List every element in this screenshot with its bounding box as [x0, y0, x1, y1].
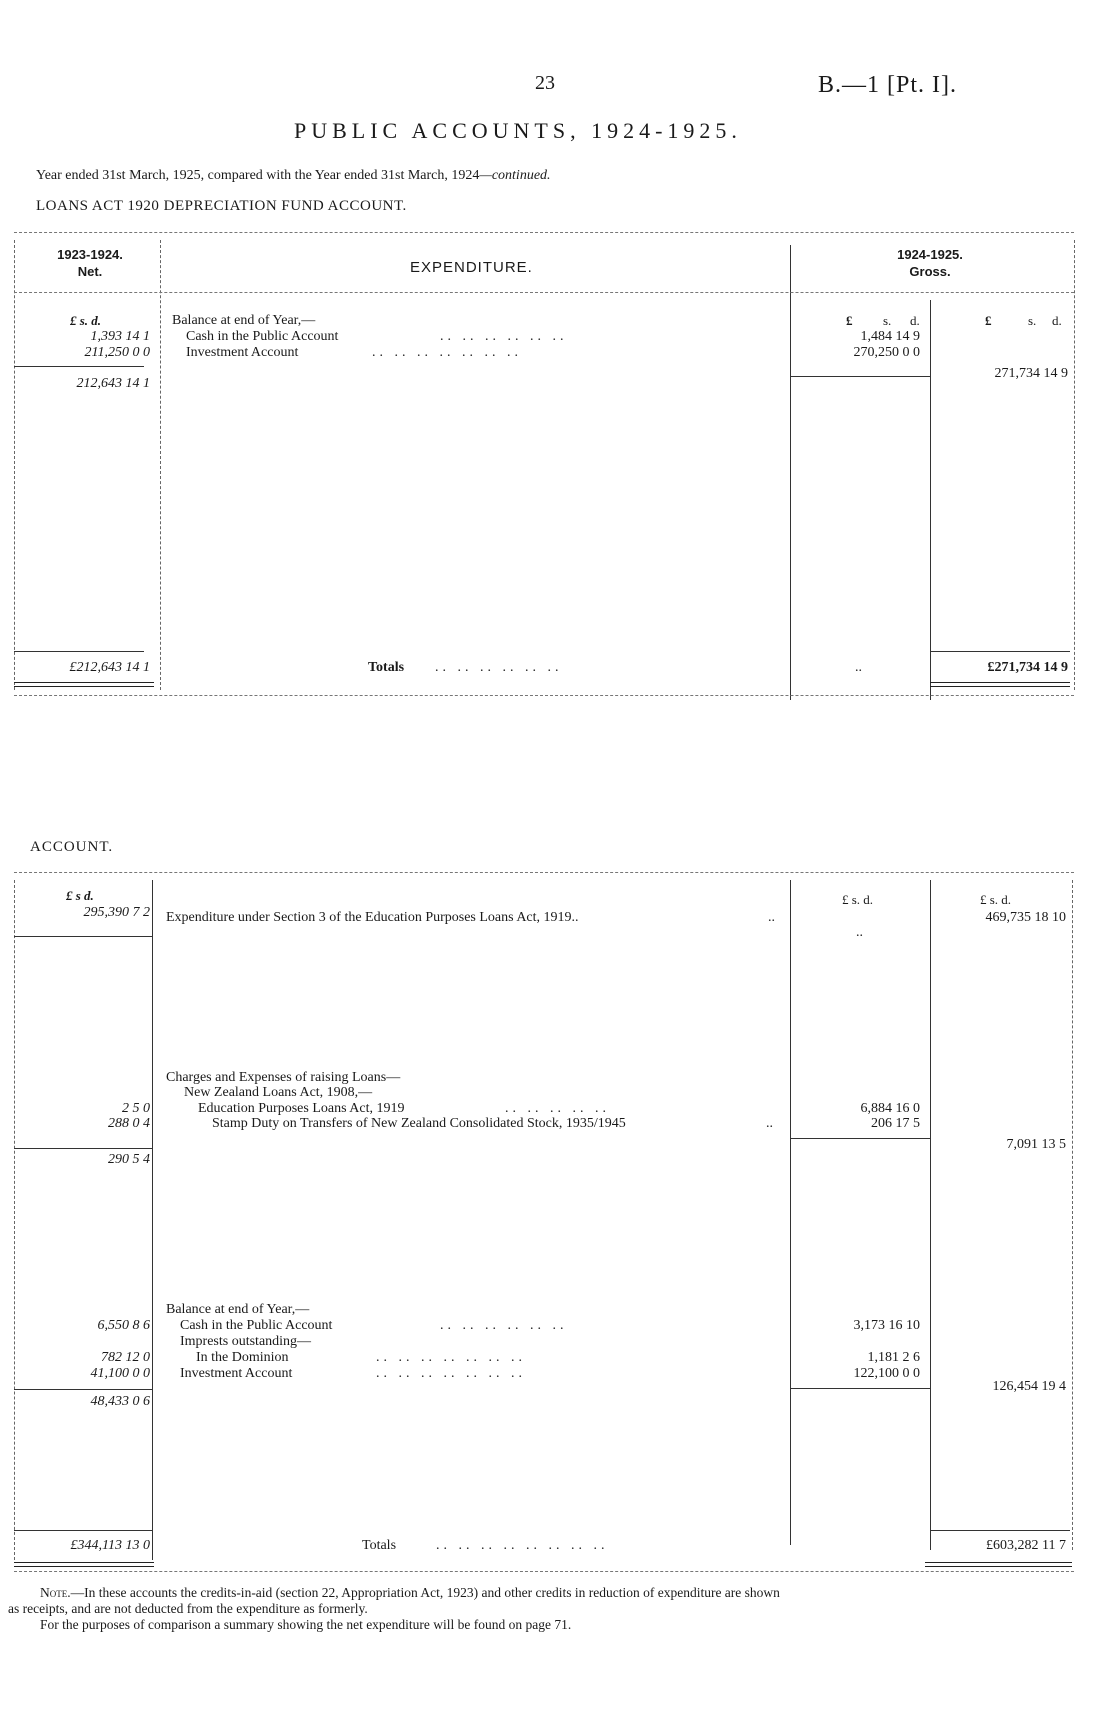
- table1-col-rule-3: [930, 300, 931, 700]
- col-header-gross: Gross.: [909, 264, 951, 279]
- units-right: £ s. d.: [980, 892, 1012, 907]
- prev-balance-subtotal: 48,433 0 6: [90, 1394, 150, 1409]
- leader-dots: .. .. .. .. .. ..: [440, 1318, 568, 1333]
- account-title: ACCOUNT.: [30, 839, 114, 855]
- mid-charges-rule: [790, 1138, 930, 1139]
- education-loans-amount: 6,884 16 0: [860, 1101, 920, 1116]
- units-right-pence: d.: [1052, 313, 1062, 328]
- page-subtitle: [36, 168, 551, 184]
- totals-label: Totals: [368, 660, 405, 675]
- mid-empty-dots: ..: [856, 925, 863, 940]
- leader-dots: .. .. .. .. .. .. ..: [376, 1366, 526, 1381]
- table2-col-rule-3: [930, 880, 931, 1550]
- prev-expenditure: 295,390 7 2: [83, 905, 150, 920]
- table2-top-rule: [14, 872, 1074, 873]
- col-header-net: Net.: [77, 264, 103, 279]
- prev-subtotal: 212,643 14 1: [76, 376, 150, 391]
- page-title: PUBLIC ACCOUNTS, 1924-1925.: [294, 118, 742, 143]
- leader-dots: ..: [768, 910, 775, 925]
- curr-charges-subtotal: 7,091 13 5: [1006, 1137, 1066, 1152]
- cash-amount: 3,173 16 10: [853, 1318, 920, 1333]
- note-line-1: [40, 1585, 780, 1601]
- prev-total: £212,643 14 1: [69, 660, 150, 675]
- table1-header-rule: [14, 292, 1074, 293]
- table1-right-rule: [1074, 240, 1075, 690]
- prev-dominion: 782 12 0: [101, 1350, 150, 1365]
- curr-total: £603,282 11 7: [986, 1538, 1066, 1553]
- prev-balance-rule: [14, 1389, 152, 1390]
- prev-investment-amount: 211,250 0 0: [84, 345, 150, 360]
- curr-double-rule: [930, 682, 1070, 687]
- charges-subheading: New Zealand Loans Act, 1908,—: [184, 1085, 373, 1100]
- cash-public-account-label: Cash in the Public Account: [186, 329, 339, 344]
- curr-total-rule: [930, 651, 1070, 652]
- dominion-amount: 1,181 2 6: [867, 1350, 920, 1365]
- table2-bottom-rule: [14, 1571, 1074, 1572]
- leader-dots: .. .. .. .. .. ..: [440, 329, 568, 344]
- leader-dots: .. .. .. .. .. .. ..: [376, 1350, 526, 1365]
- note-line-2: as receipts, and are not deducted from the expenditure as formerly.: [8, 1601, 368, 1616]
- prev-subtotal-rule: [14, 366, 144, 367]
- note-text-1: —In these accounts the credits-in-aid (section 22, Appropriation Act, 1923) and other credits in reduction of expenditure are shown: [70, 1585, 780, 1600]
- prev-cash-amount: 1,393 14 1: [90, 329, 150, 344]
- balance-heading: Balance at end of Year,—: [166, 1302, 310, 1317]
- col-header-expenditure: EXPENDITURE.: [410, 259, 533, 276]
- leader-dots: .. .. .. .. ..: [505, 1101, 610, 1116]
- table2-right-rule: [1072, 880, 1073, 1550]
- cash-public-account-amount: 1,484 14 9: [860, 329, 920, 344]
- prev-charges-subtotal: 290 5 4: [108, 1152, 150, 1167]
- table1-col-rule-2: [790, 245, 791, 700]
- table1-bottom-rule: [14, 695, 1074, 696]
- depreciation-fund-title: LOANS ACT 1920 DEPRECIATION FUND ACCOUNT.: [36, 198, 407, 214]
- units-mid-shillings: s.: [883, 313, 892, 328]
- col-header-1924-1925: 1924-1925.: [897, 247, 963, 262]
- units-right-pound: £: [985, 313, 992, 328]
- subtitle-suffix: —continued.: [479, 168, 551, 183]
- col-header-1923-1924: 1923-1924.: [57, 247, 123, 262]
- units-mid-pence: d.: [910, 313, 920, 328]
- leader-dots: ..: [766, 1116, 773, 1131]
- units-mid: £ s. d.: [842, 892, 874, 907]
- totals-label: Totals: [362, 1538, 397, 1553]
- note-prefix: Note.: [40, 1585, 71, 1600]
- curr-balance-subtotal: 126,454 19 4: [992, 1379, 1066, 1394]
- leader-dots: .. .. .. .. .. .. .. ..: [436, 1538, 609, 1553]
- prev-education-loans: 2 5 0: [122, 1101, 150, 1116]
- prev-expenditure-rule: [14, 936, 152, 937]
- table2-col-rule-2: [790, 880, 791, 1545]
- mid-subtotal-rule: [790, 376, 930, 377]
- prev-total: £344,113 13 0: [70, 1538, 150, 1553]
- education-loans-label: Education Purposes Loans Act, 1919: [198, 1101, 405, 1116]
- units-mid-pound: £: [846, 313, 853, 328]
- investment-account-label: Investment Account: [186, 345, 299, 360]
- prev-cash: 6,550 8 6: [97, 1318, 150, 1333]
- leader-dots: .. .. .. .. .. ..: [435, 660, 563, 675]
- note-line-3: For the purposes of comparison a summary showing the net expenditure will be found on page 71.: [40, 1617, 572, 1632]
- stamp-duty-amount: 206 17 5: [871, 1116, 920, 1131]
- units-right-shillings: s.: [1028, 313, 1037, 328]
- table1-left-rule: [14, 240, 15, 690]
- units-prev: £ s. d.: [70, 313, 102, 328]
- curr-total-rule: [930, 1530, 1070, 1531]
- investment-account-amount: 270,250 0 0: [853, 345, 920, 360]
- table1-top-rule: [14, 232, 1074, 233]
- prev-double-rule: [14, 682, 154, 687]
- stamp-duty-label: Stamp Duty on Transfers of New Zealand Consolidated Stock, 1935/1945: [212, 1116, 626, 1131]
- units-prev: £ s d.: [66, 888, 94, 903]
- subtitle-main: Year ended 31st March, 1925, compared with the Year ended 31st March, 1924: [36, 168, 480, 183]
- investment-amount: 122,100 0 0: [853, 1366, 920, 1381]
- curr-total: £271,734 14 9: [987, 660, 1068, 675]
- document-reference: B.—1 [Pt. I].: [818, 72, 957, 98]
- leader-dots: .. .. .. .. .. .. ..: [372, 345, 522, 360]
- table2-col-rule-1: [152, 880, 153, 1560]
- table2-left-rule: [14, 880, 15, 1560]
- balance-heading: Balance at end of Year,—: [172, 313, 316, 328]
- curr-expenditure: 469,735 18 10: [985, 910, 1066, 925]
- imprests-label: Imprests outstanding—: [180, 1334, 312, 1349]
- table1-col-rule-1: [160, 240, 161, 690]
- investment-label: Investment Account: [180, 1366, 293, 1381]
- prev-total-rule: [14, 1530, 152, 1531]
- mid-balance-rule: [790, 1388, 930, 1389]
- cash-label: Cash in the Public Account: [180, 1318, 333, 1333]
- dominion-label: In the Dominion: [196, 1350, 289, 1365]
- curr-subtotal: 271,734 14 9: [994, 366, 1068, 381]
- prev-stamp-duty: 288 0 4: [108, 1116, 150, 1131]
- page-number: 23: [535, 72, 555, 94]
- curr-double-rule: [925, 1562, 1072, 1567]
- prev-investment: 41,100 0 0: [90, 1366, 150, 1381]
- charges-heading: Charges and Expenses of raising Loans—: [166, 1070, 401, 1085]
- totals-mid-dots: ..: [855, 660, 862, 675]
- expenditure-label: Expenditure under Section 3 of the Education Purposes Loans Act, 1919..: [166, 910, 579, 925]
- prev-charges-rule: [14, 1148, 152, 1149]
- prev-total-rule: [14, 651, 144, 652]
- prev-double-rule: [14, 1562, 154, 1567]
